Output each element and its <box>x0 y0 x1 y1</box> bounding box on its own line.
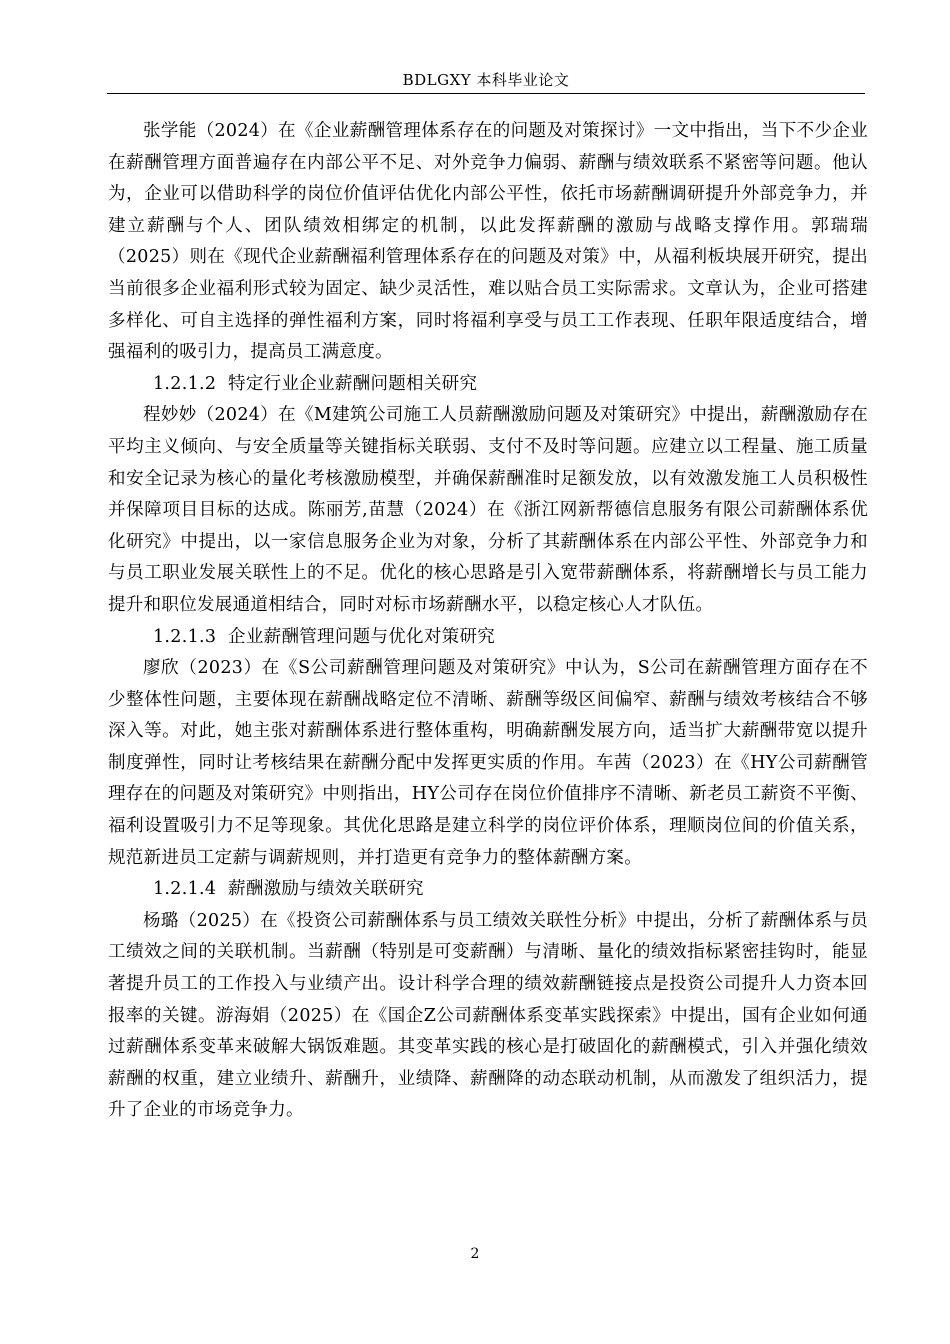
section-heading-1-2-1-4: 1.2.1.4 薪酬激励与绩效关联研究 <box>153 879 424 900</box>
page-body <box>108 116 868 1127</box>
paragraph-2: 程妙妙（2024）在《M建筑公司施工人员薪酬激励问题及对策研究》中提出，薪酬激励存在平均主义倾向、与安全质量等关键指标关联弱、支付不及时等问题。应建立以工程量、施工质量和安全记录为核心的量化考核激励模型，并确保薪酬准时足额发放，以有效激发施工人员积极性并保障项目目标的达成。陈丽芳,苗慧（2024）在《浙江网新帮德信息服务有限公司薪酬体系优化研究》中提出，以一家信息服务企业为对象，分析了其薪酬体系在内部公平性、外部竞争力和与员工职业发展关联性上的不足。优化的核心思路是引入宽带薪酬体系，将薪酬增长与员工能力提升和职位发展通道相结合，同时对标市场薪酬水平，以稳定核心人才队伍。 <box>108 405 868 615</box>
section-heading-1-2-1-2: 1.2.1.2 特定行业企业薪酬问题相关研究 <box>153 373 478 394</box>
page-header-title: BDLGXY 本科毕业论文 <box>402 71 570 89</box>
paragraph-3: 廖欣（2023）在《S公司薪酬管理问题及对策研究》中认为，S公司在薪酬管理方面存在不少整体性问题，主要体现在薪酬战略定位不清晰、薪酬等级区间偏窄、薪酬与绩效考核结合不够深入等。对此，她主张对薪酬体系进行整体重构，明确薪酬发展方向，适当扩大薪酬带宽以提升制度弹性，同时让考核结果在薪酬分配中发挥更实质的作用。车茜（2023）在《HY公司薪酬管理存在的问题及对策研究》中则指出，HY公司存在岗位价值排序不清晰、新老员工薪资不平衡、福利设置吸引力不足等现象。其优化思路是建立科学的岗位评价体系，理顺岗位间的价值关系，规范新进员工定薪与调薪规则，并打造更有竞争力的整体薪酬方案。 <box>108 658 868 868</box>
paragraph-4: 杨璐（2025）在《投资公司薪酬体系与员工绩效关联性分析》中提出，分析了薪酬体系与员工绩效之间的关联机制。当薪酬（特别是可变薪酬）与清晰、量化的绩效指标紧密挂钩时，能显著提升员工的工作投入与业绩产出。设计科学合理的绩效薪酬链接点是投资公司提升人力资本回报率的关键。游海娟（2025）在《国企Z公司薪酬体系变革实践探索》中提出，国有企业如何通过薪酬体系变革来破解大锅饭难题。其变革实践的核心是打破固化的薪酬模式，引入并强化绩效薪酬的权重，建立业绩升、薪酬升，业绩降、薪酬降的动态联动机制，从而激发了组织活力，提升了企业的市场竞争力。 <box>108 910 868 1121</box>
header-divider <box>107 93 865 94</box>
page-number: 2 <box>470 1246 480 1262</box>
paragraph-1: 张学能（2024）在《企业薪酬管理体系存在的问题及对策探讨》一文中指出，当下不少企业在薪酬管理方面普遍存在内部公平不足、对外竞争力偏弱、薪酬与绩效联系不紧密等问题。他认为，企业可以借助科学的岗位价值评估优化内部公平性，依托市场薪酬调研提升外部竞争力，并建立薪酬与个人、团队绩效相绑定的机制，以此发挥薪酬的激励与战略支撑作用。郭瑞瑞（2025）则在《现代企业薪酬福利管理体系存在的问题及对策》中，从福利板块展开研究，提出当前很多企业福利形式较为固定、缺少灵活性，难以贴合员工实际需求。文章认为，企业可搭建多样化、可自主选择的弹性福利方案，同时将福利享受与员工工作表现、任职年限适度结合，增强福利的吸引力，提高员工满意度。 <box>108 121 868 363</box>
section-heading-1-2-1-3: 1.2.1.3 企业薪酬管理问题与优化对策研究 <box>153 626 496 647</box>
